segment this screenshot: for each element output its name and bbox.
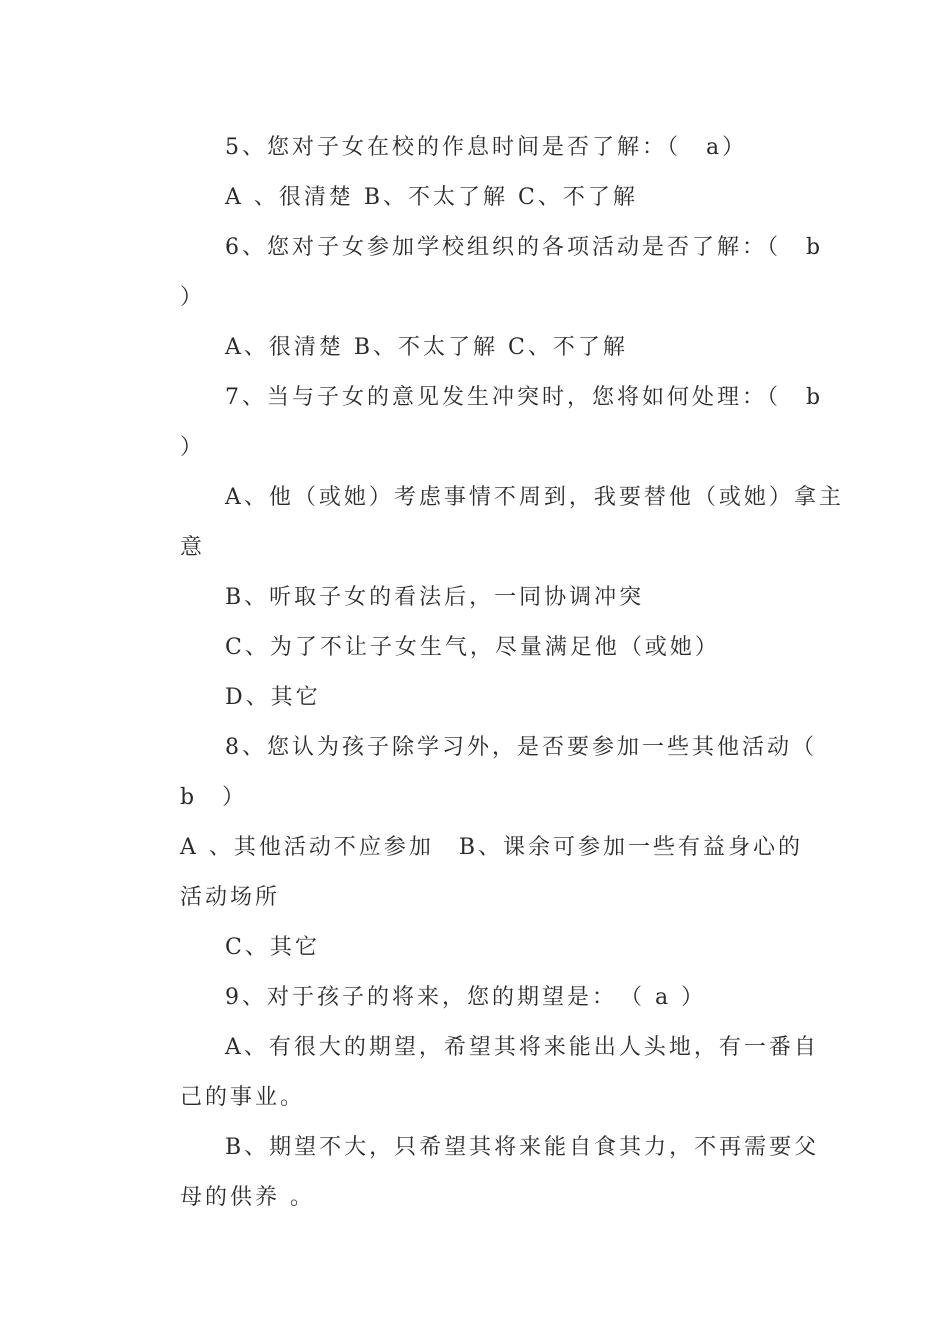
question-7-option-a: A、他（或她）考虑事情不周到，我要替他（或她）拿主 [225,485,844,510]
question-7: 7、当与子女的意见发生冲突时，您将如何处理：（ b [225,385,824,410]
question-7-option-d: D、其它 [225,685,321,710]
question-7-continued: ） [180,435,206,460]
question-6: 6、您对子女参加学校组织的各项活动是否了解：（ b [225,235,824,260]
question-8-options-continued: 活动场所 [180,885,281,910]
question-9-option-a: A、有很大的期望，希望其将来能出人头地，有一番自 [225,1035,819,1060]
question-5-options: A 、很清楚 B、不太了解 C、不了解 [225,185,638,210]
question-7-option-b: B、听取子女的看法后，一同协调冲突 [225,585,645,610]
question-6-continued: ） [180,285,206,310]
question-6-options: A、很清楚 B、不太了解 C、不了解 [225,335,628,360]
question-7-option-c: C、为了不让子女生气，尽量满足他（或她） [225,635,720,660]
question-9: 9、对于孩子的将来，您的期望是： （ a ） [225,985,707,1010]
question-9-option-b-continued: 母的供养 。 [180,1185,315,1210]
question-8-continued: b ） [180,785,248,810]
question-9-option-b: B、期望不大，只希望其将来能自食其力，不再需要父 [225,1135,820,1160]
question-8-options: A 、其他活动不应参加 B、课余可参加一些有益身心的 [180,835,804,860]
question-7-option-a-continued: 意 [180,535,206,560]
question-8-option-c: C、其它 [225,935,320,960]
question-5: 5、您对子女在校的作息时间是否了解：（ a） [225,135,748,160]
question-9-option-a-continued: 己的事业。 [180,1085,306,1110]
question-8: 8、您认为孩子除学习外，是否要参加一些其他活动（ [225,735,817,760]
